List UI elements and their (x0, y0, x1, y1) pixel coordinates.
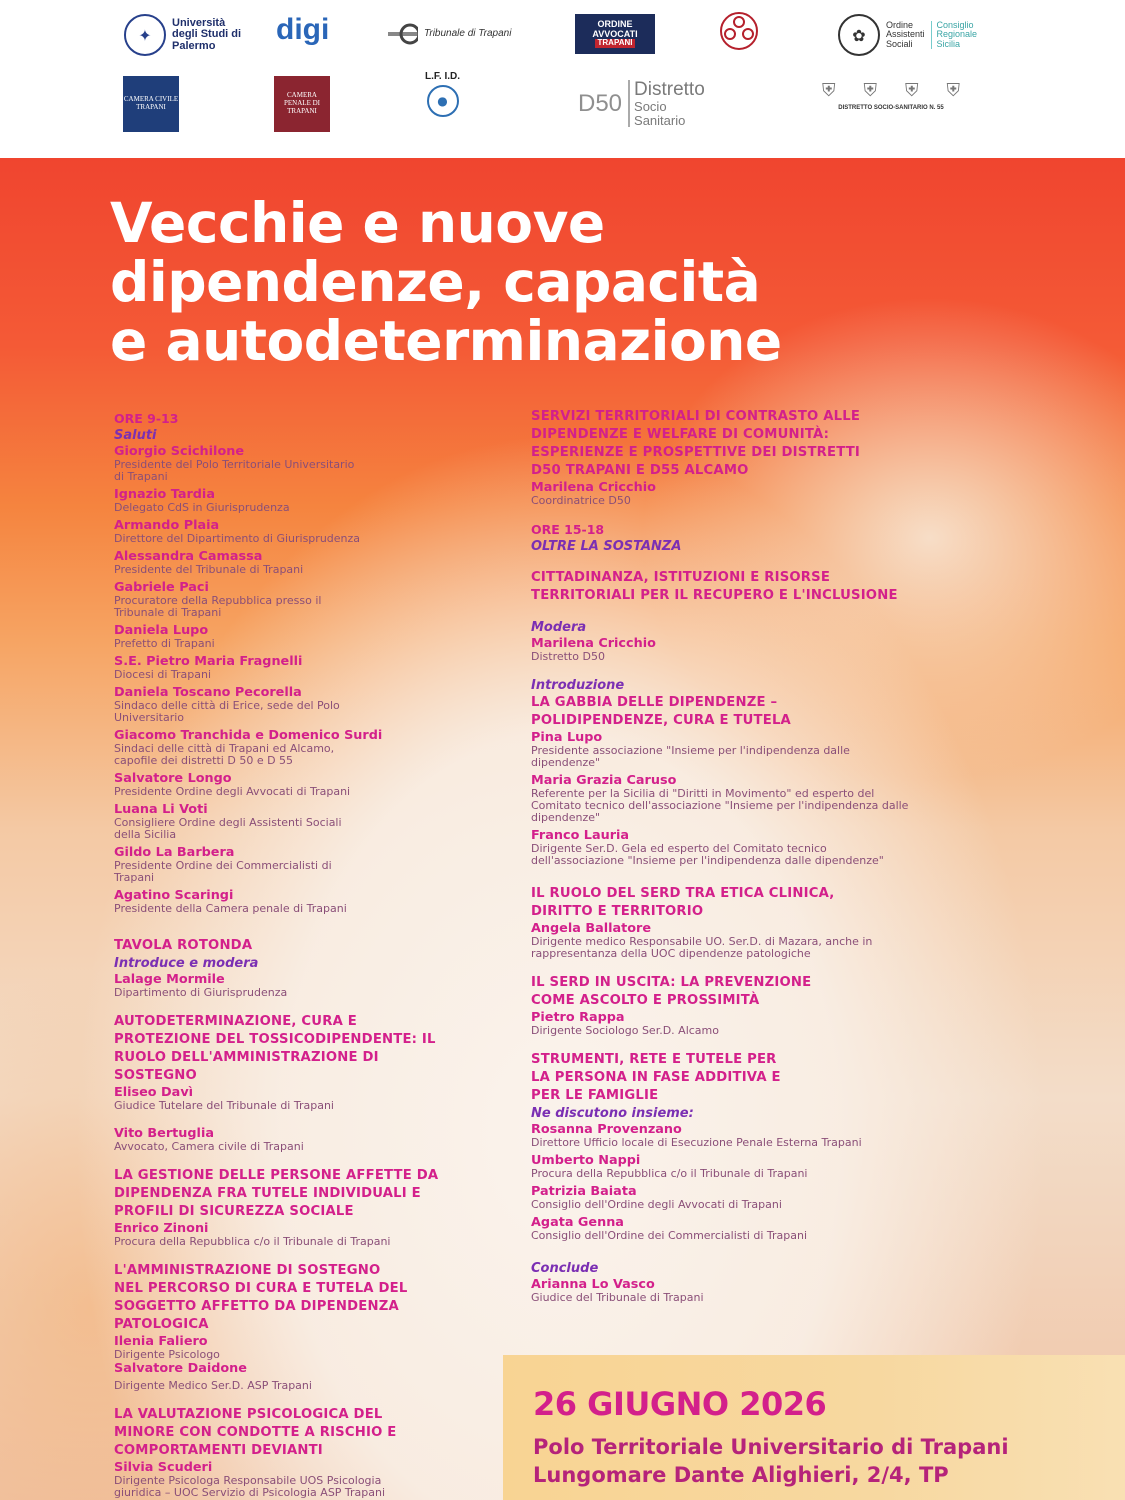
speaker-name: Alessandra Camassa (114, 549, 263, 564)
speaker-role: Dirigente Medico Ser.D. ASP Trapani (114, 1379, 312, 1392)
speaker-role: Dirigente Psicologo (114, 1348, 220, 1361)
saluti-label: Saluti (114, 428, 157, 443)
session-heading: CITTADINANZA, ISTITUZIONI E RISORSE TERRITORIALI PER IL RECUPERO E L'INCLUSIONE (531, 570, 898, 603)
speaker-role: Sindaco delle città di Erice, sede del Polo Universitario (114, 699, 340, 724)
sanitario-label: Sanitario (634, 112, 686, 128)
title-line-3: e autodeterminazione (110, 309, 782, 373)
session-heading: IL SERD IN USCITA: LA PREVENZIONE COME ASCOLTO E PROSSIMITÀ (531, 975, 812, 1008)
speaker-name: Lalage Mormile (114, 972, 225, 987)
lfid-seal-icon: ● (427, 85, 459, 117)
conclude-label: Conclude (531, 1261, 599, 1276)
afternoon-program (531, 408, 911, 1304)
speaker-name: Salvatore Longo (114, 771, 232, 786)
speaker-role: Referente per la Sicilia di "Diritti in Movimento" ed esperto del Comitato tecnico dell'associazione "Insieme per l'indipendenza dalle dipendenze" (531, 787, 909, 824)
ds55-label: DISTRETTO SOCIO-SANITARIO N. 55 (838, 105, 944, 111)
speaker-role: Giudice del Tribunale di Trapani (531, 1291, 704, 1304)
speaker-role: Presidente del Polo Territoriale Universitario di Trapani (114, 458, 355, 483)
flower-emblem-icon (718, 10, 760, 52)
speaker-name: Vito Bertuglia (114, 1126, 214, 1141)
speaker-role: Dirigente Sociologo Ser.D. Alcamo (531, 1024, 719, 1037)
camera-civile-logo (123, 76, 179, 132)
socio-label: Socio (634, 98, 667, 114)
speaker-role: Prefetto di Trapani (114, 637, 215, 650)
digi-logo (276, 14, 329, 46)
introduzione-label: Introduzione (531, 678, 625, 693)
speaker-name: Marilena Cricchio (531, 480, 656, 495)
distretto-label: Distretto (634, 79, 705, 100)
speaker-role: Presidente Ordine dei Commercialisti di Trapani (114, 859, 332, 884)
lfid-label: L.F. I.D. (425, 71, 460, 82)
crest-icon: ⛨ (946, 80, 960, 101)
speaker-name: Silvia Scuderi (114, 1460, 213, 1475)
speaker-role: Presidente della Camera penale di Trapani (114, 902, 347, 915)
speaker-role: Presidente Ordine degli Avvocati di Trapani (114, 785, 351, 798)
session-speakers (531, 730, 911, 871)
ordine-avvocati-logo (575, 14, 655, 54)
poster-title (110, 191, 782, 373)
title-line-2: dipendenze, capacità (110, 250, 761, 314)
d50-logo (578, 80, 705, 127)
event-address: Lungomare Dante Alighieri, 2/4, TP (533, 1463, 949, 1487)
ordine-avvocati-line1: ORDINE (597, 19, 633, 30)
unipa-label: Università degli Studi di Palermo (172, 16, 242, 52)
oas-line1: Ordine (886, 19, 914, 30)
speaker-role: Delegato CdS in Giurisprudenza (114, 501, 290, 514)
speaker-role: Direttore del Dipartimento di Giurisprudenza (114, 532, 361, 545)
session-speakers (531, 1122, 911, 1246)
speaker-role: Distretto D50 (531, 650, 605, 663)
d50-label: D50 (578, 90, 623, 118)
title-line-1: Vecchie e nuove (110, 191, 605, 255)
speaker-role: Presidente associazione "Insieme per l'indipendenza dalle dipendenze" (531, 744, 850, 769)
oas-seal-icon: ✿ (838, 14, 880, 56)
ordine-avvocati-line2: AVVOCATI (592, 28, 638, 39)
speaker-role: Consiglio dell'Ordine dei Commercialisti di Trapani (531, 1229, 808, 1242)
speaker-name: Eliseo Davì (114, 1085, 194, 1100)
session-heading: LA GABBIA DELLE DIPENDENZE – POLIDIPENDENZE, CURA E TUTELA (531, 695, 791, 728)
digi-label: digi (276, 13, 330, 46)
session-heading: LA GESTIONE DELLE PERSONE AFFETTE DA DIPENDENZA FRA TUTELE INDIVIDUALI E PROFILI DI SICUREZZA SOCIALE (114, 1168, 439, 1219)
tribunale-g-icon (388, 22, 418, 46)
poster (0, 158, 1125, 1500)
discutono-label: Ne discutono insieme: (531, 1106, 694, 1121)
afternoon-time: ORE 15-18 (531, 522, 605, 537)
speaker-name: Maria Grazia Caruso (531, 773, 677, 788)
speaker-name: Gabriele Paci (114, 580, 209, 595)
speaker-name: Pietro Rappa (531, 1010, 625, 1025)
speaker-role: Giudice Tutelare del Tribunale di Trapani (114, 1099, 334, 1112)
ds55-crests (822, 80, 960, 101)
speaker-role: Dirigente medico Responsabile UO. Ser.D. di Mazara, anche in rappresentanza della UOC dipendenze patologiche (531, 935, 873, 960)
speaker-name: Daniela Toscano Pecorella (114, 685, 302, 700)
ds55-logo (822, 80, 960, 111)
speaker-name: S.E. Pietro Maria Fragnelli (114, 654, 303, 669)
oas-line5: Regionale (936, 29, 978, 40)
speaker-name: Giorgio Scichilone (114, 444, 245, 459)
session-heading: L'AMMINISTRAZIONE DI SOSTEGNO NEL PERCORSO DI CURA E TUTELA DEL SOGGETTO AFFETTO DA DIPENDENZA PATOLOGICA (114, 1263, 408, 1332)
crest-icon: ⛨ (863, 80, 877, 101)
session-heading: LA VALUTAZIONE PSICOLOGICA DEL MINORE CON CONDOTTE A RISCHIO E COMPORTAMENTI DEVIANTI (114, 1407, 397, 1458)
oas-line6: Sicilia (936, 38, 961, 49)
intro-modera-label: Introduce e modera (114, 956, 259, 971)
speaker-name: Arianna Lo Vasco (531, 1277, 655, 1292)
speaker-name: Agatino Scaringi (114, 888, 234, 903)
tribunale-label: Tribunale di Trapani (424, 27, 512, 39)
speaker-role: Direttore Ufficio locale di Esecuzione Penale Esterna Trapani (531, 1136, 862, 1149)
speaker-role: Dipartimento di Giurisprudenza (114, 986, 288, 999)
oas-line2: Assistenti (886, 29, 925, 40)
speaker-role: Consigliere Ordine degli Assistenti Sociali della Sicilia (114, 816, 342, 841)
morning-program (114, 410, 514, 1499)
speaker-name: Giacomo Tranchida e Domenico Surdi (114, 728, 383, 743)
event-venue: Polo Territoriale Universitario di Trapani (533, 1435, 1009, 1459)
unipa-logo (124, 14, 242, 56)
oas-logo (838, 14, 977, 56)
speaker-role: Diocesi di Trapani (114, 668, 212, 681)
crest-icon: ⛨ (822, 80, 836, 101)
speaker-name: Daniela Lupo (114, 623, 209, 638)
session-heading: IL RUOLO DEL SERD TRA ETICA CLINICA, DIRITTO E TERRITORIO (531, 886, 835, 919)
speaker-name: Rosanna Provenzano (531, 1122, 682, 1137)
speaker-name: Luana Li Voti (114, 802, 208, 817)
oltre-label: OLTRE LA SOSTANZA (531, 539, 682, 554)
university-seal-icon: ✦ (124, 14, 166, 56)
speaker-role: Coordinatrice D50 (531, 494, 631, 507)
speaker-name: Salvatore Daidone (114, 1361, 247, 1376)
morning-time: ORE 9-13 (114, 411, 179, 426)
speaker-name: Angela Ballatore (531, 921, 652, 936)
oas-line4: Consiglio (936, 19, 974, 30)
speaker-name: Umberto Nappi (531, 1153, 641, 1168)
tribunale-logo (388, 22, 511, 46)
speaker-role: Procura della Repubblica c/o il Tribunale di Trapani (114, 1235, 391, 1248)
speaker-role: Sindaci delle città di Trapani ed Alcamo, capofile dei distretti D 50 e D 55 (114, 742, 335, 767)
camera-penale-label: CAMERA PENALE DI TRAPANI (274, 76, 330, 132)
speaker-name: Armando Plaia (114, 518, 220, 533)
speaker-name: Patrizia Baiata (531, 1184, 637, 1199)
greeting-speakers (114, 444, 514, 919)
session-heading: SERVIZI TERRITORIALI DI CONTRASTO ALLE DIPENDENZE E WELFARE DI COMUNITÀ: ESPERIENZE E PROSPETTIVE DEI DISTRETTI D50 TRAPANI E D55 ALCAMO (531, 409, 861, 478)
camera-penale-logo (274, 76, 330, 132)
tavola-rotonda-heading: TAVOLA ROTONDA (114, 938, 253, 953)
speaker-name: Franco Lauria (531, 828, 630, 843)
commercialisti-logo (718, 10, 760, 52)
logo-band (0, 0, 1125, 158)
speaker-name: Enrico Zinoni (114, 1221, 209, 1236)
speaker-role: Procuratore della Repubblica presso il Tribunale di Trapani (114, 594, 322, 619)
camera-civile-label: CAMERA CIVILE TRAPANI (123, 76, 179, 132)
session-heading: AUTODETERMINAZIONE, CURA E PROTEZIONE DEL TOSSICODIPENDENTE: IL RUOLO DELL'AMMINISTRAZIONE DI SOSTEGNO (114, 1014, 436, 1083)
speaker-role: Consiglio dell'Ordine degli Avvocati di Trapani (531, 1198, 782, 1211)
speaker-name: Gildo La Barbera (114, 845, 235, 860)
modera-label: Modera (531, 620, 587, 635)
ordine-avvocati-line3: TRAPANI (595, 39, 636, 47)
speaker-name: Agata Genna (531, 1215, 624, 1230)
event-date: 26 GIUGNO 2026 (533, 1385, 827, 1423)
speaker-name: Pina Lupo (531, 730, 603, 745)
speaker-role: Dirigente Ser.D. Gela ed esperto del Comitato tecnico dell'associazione "Insieme per l'indipendenza dalle dipendenze" (531, 842, 884, 867)
speaker-name: Marilena Cricchio (531, 636, 656, 651)
crest-icon: ⛨ (905, 80, 919, 101)
speaker-role: Avvocato, Camera civile di Trapani (114, 1140, 304, 1153)
speaker-role: Procura della Repubblica c/o il Tribunale di Trapani (531, 1167, 808, 1180)
speaker-role: Presidente del Tribunale di Trapani (114, 563, 304, 576)
lfid-logo (425, 72, 460, 117)
oas-line3: Sociali (886, 38, 913, 49)
session-heading: STRUMENTI, RETE E TUTELE PER LA PERSONA IN FASE ADDITIVA E PER LE FAMIGLIE (531, 1052, 781, 1103)
speaker-role: Dirigente Psicologa Responsabile UOS Psicologia giuridica – UOC Servizio di Psicologia ASP Trapani (114, 1474, 386, 1499)
event-info-box (503, 1355, 1125, 1500)
speaker-name: Ignazio Tardia (114, 487, 215, 502)
speaker-name: Ilenia Faliero (114, 1334, 208, 1349)
